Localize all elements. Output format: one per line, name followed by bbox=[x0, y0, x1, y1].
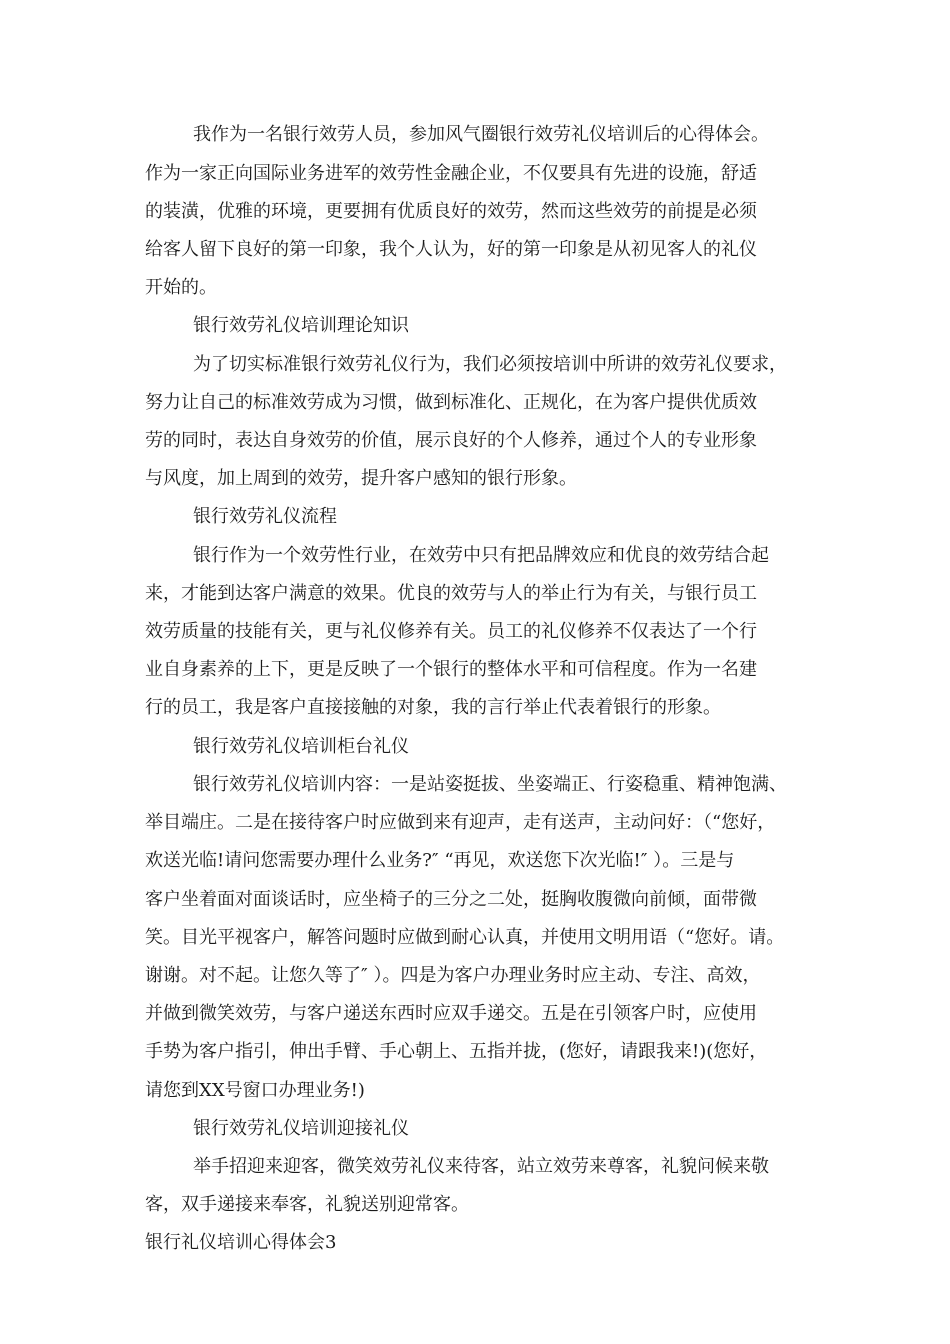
paragraph-line: 给客人留下良好的第一印象，我个人认为，好的第一印象是从初见客人的礼仪 bbox=[145, 239, 757, 260]
paragraph-line: 为了切实标准银行效劳礼仪行为，我们必须按培训中所讲的效劳礼仪要求， bbox=[193, 354, 787, 375]
paragraph-line: 与风度，加上周到的效劳，提升客户感知的银行形象。 bbox=[145, 468, 577, 489]
paragraph-line: 效劳质量的技能有关，更与礼仪修养有关。员工的礼仪修养不仅表达了一个行 bbox=[145, 621, 757, 642]
paragraph-line: 欢送光临!请问您需要办理什么业务?″ “再见，欢送您下次光临!″ ）。三是与 bbox=[145, 850, 735, 871]
paragraph-line: 来，才能到达客户满意的效果。优良的效劳与人的举止行为有关，与银行员工 bbox=[145, 583, 757, 604]
paragraph-line: 银行作为一个效劳性行业，在效劳中只有把品牌效应和优良的效劳结合起 bbox=[193, 545, 769, 566]
paragraph-line: 并做到微笑效劳，与客户递送东西时应双手递交。五是在引领客户时，应使用 bbox=[145, 1003, 757, 1024]
paragraph-line: 业自身素养的上下，更是反映了一个银行的整体水平和可信程度。作为一名建 bbox=[145, 659, 757, 680]
paragraph-line: 客，双手递接来奉客，礼貌送别迎常客。 bbox=[145, 1194, 469, 1215]
paragraph-line: 开始的。 bbox=[145, 277, 217, 298]
paragraph-line: 的装潢，优雅的环境，更要拥有优质良好的效劳，然而这些效劳的前提是必须 bbox=[145, 201, 757, 222]
paragraph-line: 我作为一名银行效劳人员，参加风气圈银行效劳礼仪培训后的心得体会。 bbox=[193, 124, 769, 145]
section-heading: 银行效劳礼仪培训柜台礼仪 bbox=[193, 736, 409, 757]
paragraph-line: 举手招迎来迎客，微笑效劳礼仪来待客，站立效劳来尊客，礼貌问候来敬 bbox=[193, 1156, 769, 1177]
section-heading: 银行效劳礼仪培训理论知识 bbox=[193, 315, 409, 336]
paragraph-line: 举目端庄。二是在接待客户时应做到来有迎声，走有送声，主动问好：（“您好， bbox=[145, 812, 776, 833]
paragraph-line: 劳的同时，表达自身效劳的价值，展示良好的个人修养，通过个人的专业形象 bbox=[145, 430, 757, 451]
section-heading: 银行效劳礼仪流程 bbox=[193, 506, 337, 527]
paragraph-line: 努力让自己的标准效劳成为习惯，做到标准化、正规化，在为客户提供优质效 bbox=[145, 392, 757, 413]
paragraph-line: 请您到XX号窗口办理业务!) bbox=[145, 1080, 365, 1101]
paragraph-line: 笑。目光平视客户，解答问题时应做到耐心认真，并使用文明用语（“您好。请。 bbox=[145, 927, 785, 948]
paragraph-line: 行的员工，我是客户直接接触的对象，我的言行举止代表着银行的形象。 bbox=[145, 697, 721, 718]
section-heading: 银行效劳礼仪培训迎接礼仪 bbox=[193, 1118, 409, 1139]
paragraph-line: 客户坐着面对面谈话时，应坐椅子的三分之二处，挺胸收腹微向前倾，面带微 bbox=[145, 889, 757, 910]
document-title: 银行礼仪培训心得体会3 bbox=[145, 1232, 337, 1253]
paragraph-line: 作为一家正向国际业务进军的效劳性金融企业，不仅要具有先进的设施，舒适 bbox=[145, 163, 757, 184]
paragraph-line: 谢谢。对不起。让您久等了″ ）。四是为客户办理业务时应主动、专注、高效， bbox=[145, 965, 761, 986]
paragraph-line: 手势为客户指引，伸出手臂、手心朝上、五指并拢，(您好，请跟我来!)(您好， bbox=[145, 1041, 768, 1062]
paragraph-line: 银行效劳礼仪培训内容：一是站姿挺拔、坐姿端正、行姿稳重、精神饱满、 bbox=[193, 774, 787, 795]
